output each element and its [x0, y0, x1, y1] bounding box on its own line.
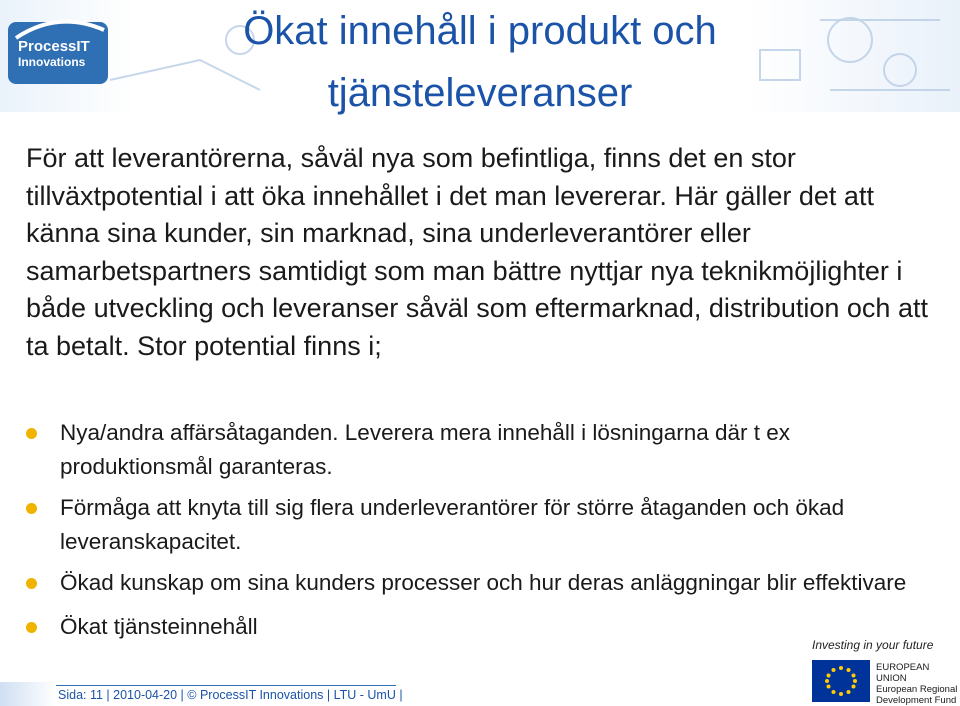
bullet-text: Ökat tjänsteinnehåll — [60, 613, 258, 639]
footer-accent — [0, 682, 56, 706]
list-item — [26, 566, 936, 600]
eu-label-line: UNION — [876, 673, 907, 684]
bullet-dot-icon — [26, 578, 37, 589]
eu-label-line: Development Fund — [876, 695, 957, 706]
eu-label-line: EUROPEAN — [876, 662, 930, 673]
footer-divider — [56, 685, 396, 686]
list-item — [26, 416, 936, 483]
logo-text-processit: ProcessIT — [18, 38, 90, 55]
list-item — [26, 610, 936, 644]
page-title: Ökat innehåll i produkt och tjänsteleveranser — [243, 9, 717, 115]
bullet-list — [26, 416, 936, 651]
eu-label-line: European Regional — [876, 684, 958, 695]
bullet-text: Ökad kunskap om sina kunders processer och hur deras anläggningar blir effektivare — [60, 570, 907, 595]
logo-text-innovations: Innovations — [18, 55, 86, 69]
bullet-dot-icon — [26, 503, 37, 514]
footer-text: Sida: 11 | 2010-04-20 | © ProcessIT Innovations | LTU - UmU | — [58, 688, 403, 702]
bullet-dot-icon — [26, 622, 37, 633]
eu-tagline: Investing in your future — [812, 638, 934, 652]
intro-paragraph: För att leverantörerna, såväl nya som befintliga, finns det en stor tillväxtpotential i att öka innehållet i det man levererar. Här gäller det att känna sina kunder, sin marknad, sina underleverantörer eller samarbetspartners samtidigt som man bättre nyttjar nya teknikmöjlighter i både utveckling och leveranser såväl som eftermarknad, distribution och att ta betalt. Stor potential finns i; — [26, 143, 928, 361]
bullet-text: Förmåga att knyta till sig flera underleverantörer för större åtaganden och ökad leveranskapacitet. — [60, 495, 845, 554]
bullet-dot-icon — [26, 428, 37, 439]
footer — [0, 682, 960, 706]
list-item — [26, 491, 936, 558]
bullet-text: Nya/andra affärsåtaganden. Leverera mera innehåll i lösningarna där t ex produktionsmål garanteras. — [60, 420, 791, 479]
